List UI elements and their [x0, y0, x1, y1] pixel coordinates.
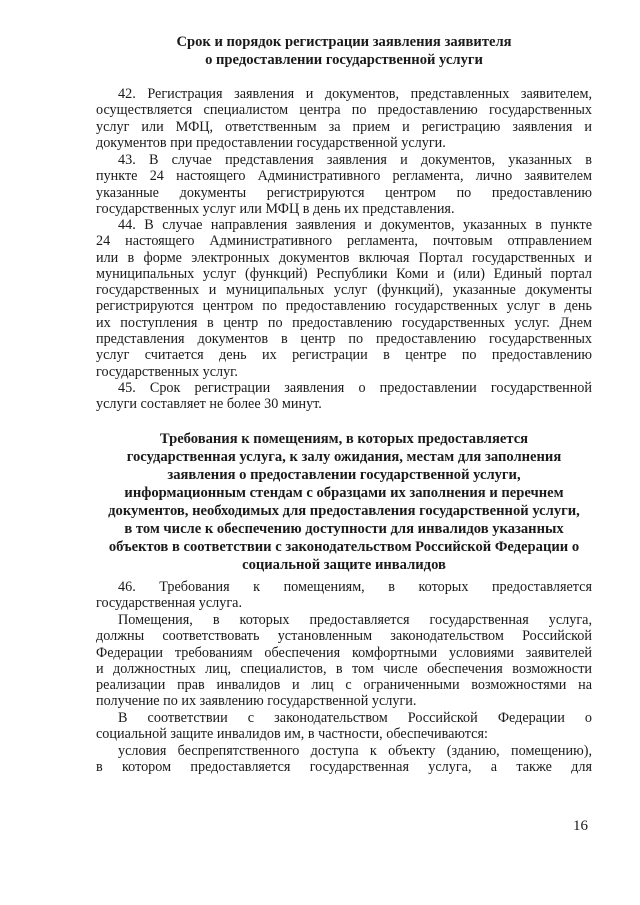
text-line: осуществляется специалистом центра по предоставлению государственных [96, 102, 592, 119]
text-line: 46. Требования к помещениям, в которых предоставляется [118, 579, 592, 595]
text-line: получение по их заявлению государственной услуги. [96, 693, 417, 710]
text-line: их поступления в центр по предоставлению государственных услуг. Днем [96, 314, 592, 331]
heading-line: о предоставлении государственной услуги [205, 52, 483, 68]
heading-line: в том числе к обеспечению доступности для инвалидов указанных [124, 521, 564, 537]
text-line: 24 настоящего Административного регламента, почтовым отправлением [96, 233, 592, 250]
text-line: социальной защите инвалидов им, в частности, обеспечиваются: [96, 726, 488, 743]
page-number: 16 [573, 818, 588, 834]
text-line: и должностных лиц, специалистов, в том числе обеспечения возможности [96, 660, 592, 677]
paragraph-44 [96, 217, 592, 380]
text-line: услуг или МФЦ, ответственным за прием и регистрацию заявления и [96, 118, 592, 135]
heading-line: государственная услуга, к залу ожидания, местам для заполнения [126, 449, 562, 465]
text-line: Помещения, в которых предоставляется государственная услуга, [118, 612, 592, 628]
text-line: регистрируются центром по предоставлению государственных услуг в день [96, 298, 592, 315]
heading-line: социальной защите инвалидов [242, 557, 446, 573]
text-line: государственных и муниципальных услуг (функций), указанные документы [96, 282, 592, 299]
paragraph-access-conditions [96, 743, 592, 776]
text-line: документов при предоставлении государственной услуги. [96, 134, 446, 151]
section-heading-registration [96, 33, 592, 69]
text-line: 45. Срок регистрации заявления о предоставлении государственной [118, 380, 592, 396]
text-line: указанные документы регистрируются центром по предоставлению [96, 184, 592, 201]
heading-line: информационным стендам с образцами их заполнения и перечнем [124, 485, 564, 501]
text-line: Федерации требованиям обеспечения комфортными условиями заявителей [96, 644, 592, 661]
paragraph-legislation [96, 710, 592, 743]
text-line: условия беспрепятственного доступа к объекту (зданию, помещению), [118, 743, 592, 759]
text-line: муниципальных услуг (функций) Республики Коми и (или) Единый портал [96, 265, 592, 282]
paragraph-46 [96, 579, 592, 612]
text-line: услуг считается день их регистрации в центре по предоставлению [96, 347, 592, 364]
text-line: представления документов в центр по предоставлению государственных [96, 331, 592, 348]
paragraph-43 [96, 152, 592, 217]
text-line: 44. В случае направления заявления и документов, указанных в пункте [118, 217, 592, 233]
text-line: в котором предоставляется государственная услуга, а также для [96, 759, 592, 776]
text-line: должны соответствовать установленным законодательством Российской [96, 628, 592, 645]
heading-line: Требования к помещениям, в которых предоставляется [159, 431, 529, 447]
text-line: пункте 24 настоящего Административного регламента, лично заявителем [96, 168, 592, 185]
text-line: 42. Регистрация заявления и документов, представленных заявителем, [118, 86, 592, 102]
paragraph-45 [96, 380, 592, 413]
text-line: услуги составляет не более 30 минут. [96, 396, 322, 413]
text-line: В соответствии с законодательством Российской Федерации о [118, 710, 592, 726]
section-heading-premises-requirements [96, 430, 592, 574]
text-line: или в форме электронных документов включая Портал государственных и [96, 249, 592, 266]
text-line: реализации прав инвалидов и лиц с ограниченными возможностями на [96, 677, 592, 694]
heading-line: документов, необходимых для предоставления государственной услуги, [108, 503, 580, 519]
heading-line: заявления о предоставлении государственной услуги, [167, 467, 521, 483]
text-line: государственных услуг или МФЦ в день их представления. [96, 200, 455, 217]
text-line: 43. В случае представления заявления и документов, указанных в [118, 152, 592, 168]
heading-line: Срок и порядок регистрации заявления заявителя [176, 34, 512, 50]
paragraph-42 [96, 86, 592, 151]
paragraph-premises [96, 612, 592, 710]
text-line: государственная услуга. [96, 595, 243, 612]
text-line: государственных услуг. [96, 363, 238, 380]
heading-line: объектов в соответствии с законодательством Российской Федерации о [108, 539, 580, 555]
